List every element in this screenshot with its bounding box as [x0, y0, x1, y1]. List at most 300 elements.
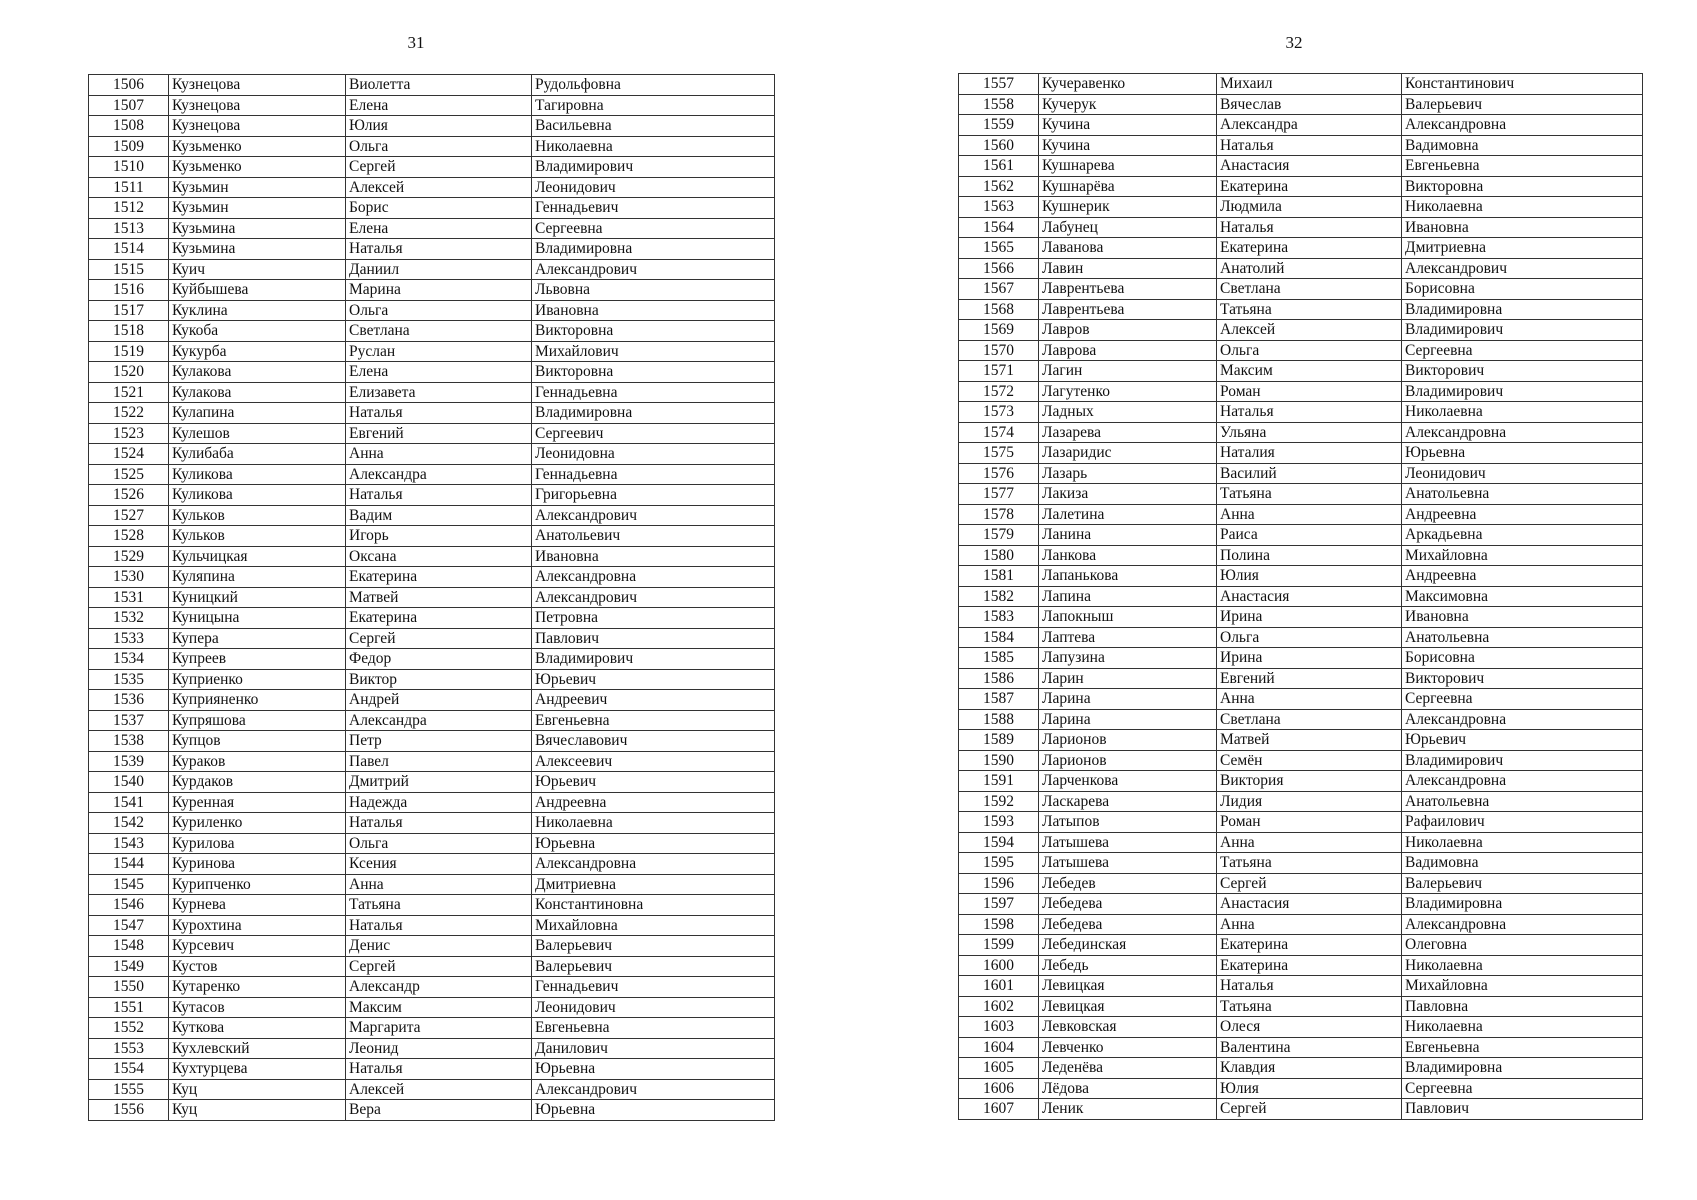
- table-row: [959, 1099, 1643, 1120]
- table-row: [89, 1100, 775, 1121]
- row-number-cell: 1546: [89, 895, 169, 916]
- patronymic-cell: Юрьевна: [1402, 443, 1643, 464]
- table-row: [89, 485, 775, 506]
- surname-cell: Курохтина: [169, 915, 346, 936]
- row-number-cell: 1568: [959, 299, 1039, 320]
- patronymic-cell: Леонидовна: [532, 444, 775, 465]
- first-name-cell: Леонид: [346, 1038, 532, 1059]
- patronymic-cell: Ивановна: [532, 300, 775, 321]
- surname-cell: Кулакова: [169, 362, 346, 383]
- patronymic-cell: Михайловна: [532, 915, 775, 936]
- row-number-cell: 1548: [89, 936, 169, 957]
- surname-cell: Ланина: [1039, 525, 1217, 546]
- table-row: [959, 648, 1643, 669]
- first-name-cell: Татьяна: [1217, 299, 1402, 320]
- row-number-cell: 1547: [89, 915, 169, 936]
- row-number-cell: 1566: [959, 258, 1039, 279]
- first-name-cell: Виктория: [1217, 771, 1402, 792]
- surname-cell: Кукоба: [169, 321, 346, 342]
- patronymic-cell: Павлович: [1402, 1099, 1643, 1120]
- patronymic-cell: Владимировна: [532, 239, 775, 260]
- table-row: [89, 628, 775, 649]
- row-number-cell: 1540: [89, 772, 169, 793]
- surname-cell: Лазарева: [1039, 422, 1217, 443]
- row-number-cell: 1604: [959, 1037, 1039, 1058]
- first-name-cell: Маргарита: [346, 1018, 532, 1039]
- row-number-cell: 1554: [89, 1059, 169, 1080]
- patronymic-cell: Андреевна: [532, 792, 775, 813]
- patronymic-cell: Александрович: [532, 1079, 775, 1100]
- row-number-cell: 1565: [959, 238, 1039, 259]
- row-number-cell: 1508: [89, 116, 169, 137]
- patronymic-cell: Юрьевич: [532, 772, 775, 793]
- table-row: [89, 833, 775, 854]
- surname-cell: Ланкова: [1039, 545, 1217, 566]
- first-name-cell: Раиса: [1217, 525, 1402, 546]
- table-row: [959, 750, 1643, 771]
- first-name-cell: Елизавета: [346, 382, 532, 403]
- row-number-cell: 1530: [89, 567, 169, 588]
- table-row: [959, 771, 1643, 792]
- first-name-cell: Сергей: [1217, 873, 1402, 894]
- surname-cell: Курдаков: [169, 772, 346, 793]
- surname-cell: Лебединская: [1039, 935, 1217, 956]
- table-row: [89, 75, 775, 96]
- patronymic-cell: Юрьевна: [532, 1059, 775, 1080]
- surname-cell: Лапокныш: [1039, 607, 1217, 628]
- table-row: [959, 320, 1643, 341]
- row-number-cell: 1581: [959, 566, 1039, 587]
- first-name-cell: Алексей: [1217, 320, 1402, 341]
- row-number-cell: 1557: [959, 74, 1039, 95]
- row-number-cell: 1529: [89, 546, 169, 567]
- surname-cell: Кульчицкая: [169, 546, 346, 567]
- table-row: [89, 321, 775, 342]
- row-number-cell: 1564: [959, 217, 1039, 238]
- row-number-cell: 1549: [89, 956, 169, 977]
- patronymic-cell: Николаевна: [1402, 955, 1643, 976]
- table-row: [959, 873, 1643, 894]
- surname-cell: Лапина: [1039, 586, 1217, 607]
- row-number-cell: 1586: [959, 668, 1039, 689]
- table-row: [89, 813, 775, 834]
- patronymic-cell: Леонидович: [532, 997, 775, 1018]
- surname-cell: Ласкарева: [1039, 791, 1217, 812]
- surname-cell: Латыпов: [1039, 812, 1217, 833]
- row-number-cell: 1509: [89, 136, 169, 157]
- first-name-cell: Полина: [1217, 545, 1402, 566]
- surname-cell: Ларин: [1039, 668, 1217, 689]
- row-number-cell: 1584: [959, 627, 1039, 648]
- patronymic-cell: Рафаилович: [1402, 812, 1643, 833]
- surname-cell: Кузьмина: [169, 239, 346, 260]
- patronymic-cell: Константинович: [1402, 74, 1643, 95]
- row-number-cell: 1514: [89, 239, 169, 260]
- surname-cell: Латышева: [1039, 832, 1217, 853]
- surname-cell: Курилова: [169, 833, 346, 854]
- table-row: [959, 299, 1643, 320]
- table-row: [959, 894, 1643, 915]
- patronymic-cell: Николаевна: [1402, 832, 1643, 853]
- table-row: [959, 156, 1643, 177]
- first-name-cell: Вадим: [346, 505, 532, 526]
- table-row: [89, 157, 775, 178]
- surname-cell: Лабунец: [1039, 217, 1217, 238]
- first-name-cell: Матвей: [1217, 730, 1402, 751]
- first-name-cell: Сергей: [346, 956, 532, 977]
- table-row: [89, 710, 775, 731]
- surname-cell: Куренная: [169, 792, 346, 813]
- row-number-cell: 1518: [89, 321, 169, 342]
- patronymic-cell: Владимировна: [1402, 1058, 1643, 1079]
- table-row: [89, 362, 775, 383]
- row-number-cell: 1533: [89, 628, 169, 649]
- patronymic-cell: Вадимовна: [1402, 135, 1643, 156]
- patronymic-cell: Владимирович: [1402, 320, 1643, 341]
- first-name-cell: Лидия: [1217, 791, 1402, 812]
- page-number: 32: [1285, 33, 1303, 52]
- row-number-cell: 1525: [89, 464, 169, 485]
- surname-cell: Лаптева: [1039, 627, 1217, 648]
- row-number-cell: 1598: [959, 914, 1039, 935]
- surname-cell: Кутаренко: [169, 977, 346, 998]
- first-name-cell: Сергей: [1217, 1099, 1402, 1120]
- row-number-cell: 1517: [89, 300, 169, 321]
- first-name-cell: Юлия: [346, 116, 532, 137]
- surname-cell: Купреев: [169, 649, 346, 670]
- first-name-cell: Татьяна: [1217, 853, 1402, 874]
- row-number-cell: 1591: [959, 771, 1039, 792]
- surname-cell: Куриленко: [169, 813, 346, 834]
- patronymic-cell: Сергеевна: [1402, 1078, 1643, 1099]
- name-list-table: [88, 74, 775, 1121]
- first-name-cell: Александра: [346, 710, 532, 731]
- first-name-cell: Светлана: [1217, 279, 1402, 300]
- patronymic-cell: Александровна: [1402, 914, 1643, 935]
- table-row: [89, 95, 775, 116]
- table-row: [89, 751, 775, 772]
- first-name-cell: Игорь: [346, 526, 532, 547]
- surname-cell: Курнева: [169, 895, 346, 916]
- table-row: [89, 198, 775, 219]
- first-name-cell: Наталья: [1217, 217, 1402, 238]
- first-name-cell: Евгений: [1217, 668, 1402, 689]
- table-row: [959, 135, 1643, 156]
- surname-cell: Лагутенко: [1039, 381, 1217, 402]
- patronymic-cell: Валерьевич: [1402, 94, 1643, 115]
- table-row: [959, 1078, 1643, 1099]
- row-number-cell: 1605: [959, 1058, 1039, 1079]
- table-row: [959, 115, 1643, 136]
- table-row: [89, 423, 775, 444]
- row-number-cell: 1536: [89, 690, 169, 711]
- surname-cell: Лазарь: [1039, 463, 1217, 484]
- first-name-cell: Оксана: [346, 546, 532, 567]
- patronymic-cell: Александрович: [532, 587, 775, 608]
- row-number-cell: 1571: [959, 361, 1039, 382]
- first-name-cell: Наталья: [346, 813, 532, 834]
- row-number-cell: 1526: [89, 485, 169, 506]
- surname-cell: Латышева: [1039, 853, 1217, 874]
- patronymic-cell: Александрович: [532, 505, 775, 526]
- table-row: [959, 914, 1643, 935]
- surname-cell: Кучина: [1039, 135, 1217, 156]
- row-number-cell: 1524: [89, 444, 169, 465]
- surname-cell: Куприяненко: [169, 690, 346, 711]
- table-row: [89, 669, 775, 690]
- patronymic-cell: Евгеньевна: [532, 710, 775, 731]
- first-name-cell: Сергей: [346, 157, 532, 178]
- row-number-cell: 1513: [89, 218, 169, 239]
- patronymic-cell: Геннадьевна: [532, 464, 775, 485]
- surname-cell: Леник: [1039, 1099, 1217, 1120]
- patronymic-cell: Юрьевич: [532, 669, 775, 690]
- first-name-cell: Надежда: [346, 792, 532, 813]
- table-row: [89, 136, 775, 157]
- first-name-cell: Федор: [346, 649, 532, 670]
- first-name-cell: Юлия: [1217, 566, 1402, 587]
- table-row: [89, 895, 775, 916]
- first-name-cell: Наталья: [346, 915, 532, 936]
- table-row: [89, 1018, 775, 1039]
- row-number-cell: 1579: [959, 525, 1039, 546]
- table-row: [959, 832, 1643, 853]
- patronymic-cell: Александровна: [532, 854, 775, 875]
- first-name-cell: Татьяна: [1217, 996, 1402, 1017]
- table-row: [959, 853, 1643, 874]
- row-number-cell: 1596: [959, 873, 1039, 894]
- table-row: [89, 341, 775, 362]
- row-number-cell: 1555: [89, 1079, 169, 1100]
- surname-cell: Кузьменко: [169, 157, 346, 178]
- surname-cell: Куприенко: [169, 669, 346, 690]
- row-number-cell: 1532: [89, 608, 169, 629]
- surname-cell: Ларионов: [1039, 750, 1217, 771]
- patronymic-cell: Викторович: [1402, 668, 1643, 689]
- patronymic-cell: Львовна: [532, 280, 775, 301]
- table-row: [89, 1038, 775, 1059]
- surname-cell: Лаврентьева: [1039, 299, 1217, 320]
- surname-cell: Кузнецова: [169, 116, 346, 137]
- table-row: [89, 567, 775, 588]
- first-name-cell: Вячеслав: [1217, 94, 1402, 115]
- first-name-cell: Анастасия: [1217, 894, 1402, 915]
- first-name-cell: Руслан: [346, 341, 532, 362]
- row-number-cell: 1506: [89, 75, 169, 96]
- patronymic-cell: Анатольевна: [1402, 484, 1643, 505]
- patronymic-cell: Леонидович: [532, 177, 775, 198]
- row-number-cell: 1528: [89, 526, 169, 547]
- surname-cell: Кучерук: [1039, 94, 1217, 115]
- first-name-cell: Ольга: [1217, 627, 1402, 648]
- first-name-cell: Анна: [346, 874, 532, 895]
- first-name-cell: Максим: [1217, 361, 1402, 382]
- patronymic-cell: Рудольфовна: [532, 75, 775, 96]
- patronymic-cell: Александровна: [1402, 771, 1643, 792]
- first-name-cell: Олеся: [1217, 1017, 1402, 1038]
- surname-cell: Левицкая: [1039, 996, 1217, 1017]
- surname-cell: Ладных: [1039, 402, 1217, 423]
- first-name-cell: Петр: [346, 731, 532, 752]
- row-number-cell: 1519: [89, 341, 169, 362]
- patronymic-cell: Петровна: [532, 608, 775, 629]
- row-number-cell: 1588: [959, 709, 1039, 730]
- first-name-cell: Ольга: [1217, 340, 1402, 361]
- table-row: [89, 874, 775, 895]
- row-number-cell: 1597: [959, 894, 1039, 915]
- row-number-cell: 1602: [959, 996, 1039, 1017]
- surname-cell: Лаврентьева: [1039, 279, 1217, 300]
- row-number-cell: 1599: [959, 935, 1039, 956]
- first-name-cell: Анастасия: [1217, 586, 1402, 607]
- first-name-cell: Матвей: [346, 587, 532, 608]
- patronymic-cell: Максимовна: [1402, 586, 1643, 607]
- surname-cell: Кузьмин: [169, 177, 346, 198]
- patronymic-cell: Ивановна: [532, 546, 775, 567]
- table-row: [89, 997, 775, 1018]
- patronymic-cell: Тагировна: [532, 95, 775, 116]
- first-name-cell: Василий: [1217, 463, 1402, 484]
- row-number-cell: 1561: [959, 156, 1039, 177]
- table-row: [89, 1079, 775, 1100]
- surname-cell: Куницкий: [169, 587, 346, 608]
- surname-cell: Лебедев: [1039, 873, 1217, 894]
- first-name-cell: Елена: [346, 95, 532, 116]
- first-name-cell: Роман: [1217, 812, 1402, 833]
- row-number-cell: 1562: [959, 176, 1039, 197]
- surname-cell: Купряшова: [169, 710, 346, 731]
- row-number-cell: 1574: [959, 422, 1039, 443]
- table-row: [959, 484, 1643, 505]
- first-name-cell: Михаил: [1217, 74, 1402, 95]
- surname-cell: Курипченко: [169, 874, 346, 895]
- first-name-cell: Дмитрий: [346, 772, 532, 793]
- patronymic-cell: Геннадьевич: [532, 977, 775, 998]
- first-name-cell: Максим: [346, 997, 532, 1018]
- table-row: [89, 731, 775, 752]
- table-row: [959, 955, 1643, 976]
- row-number-cell: 1572: [959, 381, 1039, 402]
- table-row: [959, 525, 1643, 546]
- row-number-cell: 1595: [959, 853, 1039, 874]
- surname-cell: Ларина: [1039, 709, 1217, 730]
- row-number-cell: 1585: [959, 648, 1039, 669]
- table-row: [959, 422, 1643, 443]
- row-number-cell: 1542: [89, 813, 169, 834]
- patronymic-cell: Павловна: [1402, 996, 1643, 1017]
- first-name-cell: Ольга: [346, 833, 532, 854]
- first-name-cell: Евгений: [346, 423, 532, 444]
- first-name-cell: Наталья: [1217, 135, 1402, 156]
- table-row: [959, 381, 1643, 402]
- patronymic-cell: Борисовна: [1402, 648, 1643, 669]
- row-number-cell: 1569: [959, 320, 1039, 341]
- table-row: [959, 935, 1643, 956]
- table-row: [959, 217, 1643, 238]
- surname-cell: Кушнарева: [1039, 156, 1217, 177]
- row-number-cell: 1544: [89, 854, 169, 875]
- table-row: [89, 526, 775, 547]
- table-row: [89, 382, 775, 403]
- first-name-cell: Валентина: [1217, 1037, 1402, 1058]
- row-number-cell: 1603: [959, 1017, 1039, 1038]
- row-number-cell: 1553: [89, 1038, 169, 1059]
- table-row: [959, 545, 1643, 566]
- patronymic-cell: Юрьевич: [1402, 730, 1643, 751]
- surname-cell: Кухлевский: [169, 1038, 346, 1059]
- patronymic-cell: Викторовна: [532, 362, 775, 383]
- table-row: [959, 1058, 1643, 1079]
- patronymic-cell: Алексеевич: [532, 751, 775, 772]
- first-name-cell: Ирина: [1217, 648, 1402, 669]
- patronymic-cell: Николаевна: [1402, 1017, 1643, 1038]
- row-number-cell: 1539: [89, 751, 169, 772]
- table-row: [89, 300, 775, 321]
- first-name-cell: Сергей: [346, 628, 532, 649]
- row-number-cell: 1556: [89, 1100, 169, 1121]
- table-row: [89, 772, 775, 793]
- surname-cell: Куринова: [169, 854, 346, 875]
- first-name-cell: Екатерина: [1217, 176, 1402, 197]
- surname-cell: Кучеравенко: [1039, 74, 1217, 95]
- surname-cell: Кульков: [169, 505, 346, 526]
- patronymic-cell: Владимирович: [1402, 381, 1643, 402]
- patronymic-cell: Михайлович: [532, 341, 775, 362]
- first-name-cell: Елена: [346, 362, 532, 383]
- table-row: [89, 915, 775, 936]
- first-name-cell: Анна: [346, 444, 532, 465]
- patronymic-cell: Олеговна: [1402, 935, 1643, 956]
- first-name-cell: Наталья: [346, 239, 532, 260]
- surname-cell: Куич: [169, 259, 346, 280]
- first-name-cell: Татьяна: [346, 895, 532, 916]
- table-row: [89, 1059, 775, 1080]
- table-row: [959, 463, 1643, 484]
- first-name-cell: Татьяна: [1217, 484, 1402, 505]
- patronymic-cell: Юрьевна: [532, 1100, 775, 1121]
- patronymic-cell: Сергеевна: [1402, 689, 1643, 710]
- first-name-cell: Наталья: [346, 485, 532, 506]
- row-number-cell: 1576: [959, 463, 1039, 484]
- table-row: [959, 402, 1643, 423]
- surname-cell: Куликова: [169, 464, 346, 485]
- surname-cell: Кульков: [169, 526, 346, 547]
- first-name-cell: Ульяна: [1217, 422, 1402, 443]
- surname-cell: Кушнерик: [1039, 197, 1217, 218]
- first-name-cell: Екатерина: [346, 608, 532, 629]
- surname-cell: Лавин: [1039, 258, 1217, 279]
- row-number-cell: 1537: [89, 710, 169, 731]
- first-name-cell: Денис: [346, 936, 532, 957]
- row-number-cell: 1573: [959, 402, 1039, 423]
- table-row: [959, 443, 1643, 464]
- page-number: 31: [407, 33, 425, 52]
- table-row: [959, 709, 1643, 730]
- table-row: [89, 444, 775, 465]
- row-number-cell: 1521: [89, 382, 169, 403]
- patronymic-cell: Константиновна: [532, 895, 775, 916]
- patronymic-cell: Геннадьевна: [532, 382, 775, 403]
- surname-cell: Кузнецова: [169, 95, 346, 116]
- table-row: [959, 361, 1643, 382]
- first-name-cell: Семён: [1217, 750, 1402, 771]
- first-name-cell: Марина: [346, 280, 532, 301]
- row-number-cell: 1577: [959, 484, 1039, 505]
- row-number-cell: 1527: [89, 505, 169, 526]
- first-name-cell: Павел: [346, 751, 532, 772]
- surname-cell: Куницына: [169, 608, 346, 629]
- row-number-cell: 1510: [89, 157, 169, 178]
